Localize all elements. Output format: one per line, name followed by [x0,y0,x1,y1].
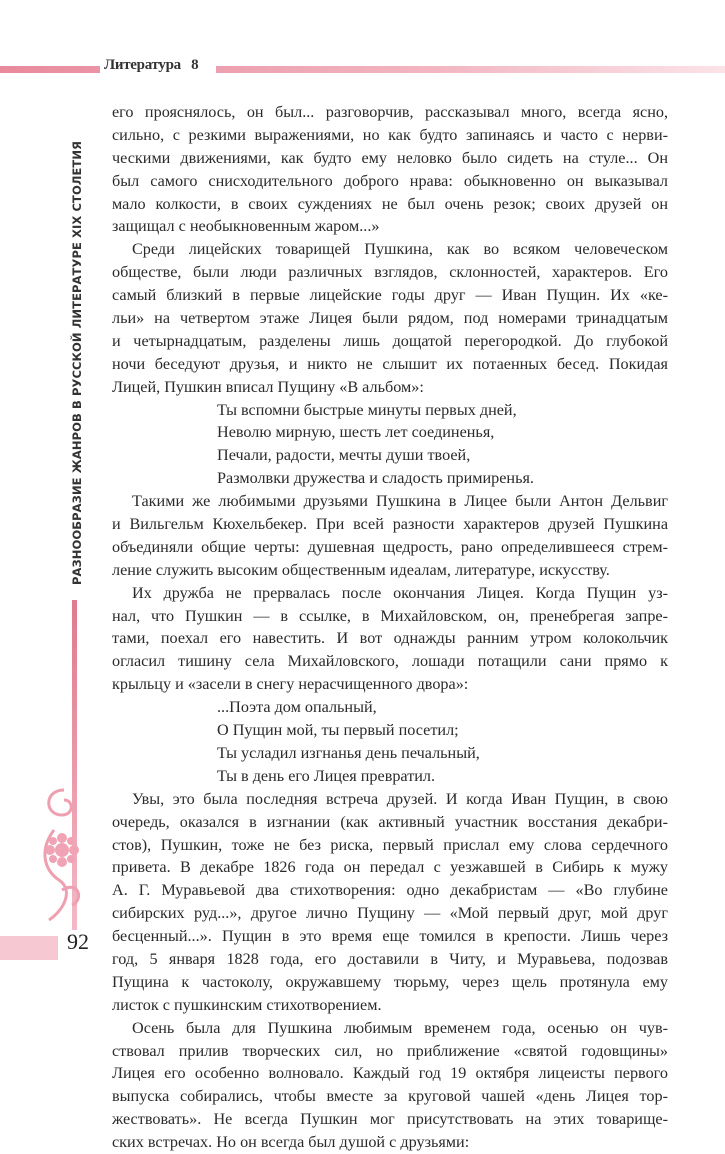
text-line: Среди лицейских товарищей Пушкина, как во всяком человеческом [132,240,668,259]
text-line: А. Г. Муравьевой два стихотворения: одно декабристам — «Во глубине [112,881,668,900]
text-line: его прояснялось, он был... разговорчив, рассказывал много, всегда ясно, [112,103,668,121]
text-line: Такими же любимыми друзьями Пушкина в Лицее были Антон Дельвиг [132,492,668,511]
running-header: Литература 8 [104,57,199,73]
verse-line: Ты в день его Лицея превратил. [217,766,436,785]
text-line: Лицей, Пушкин вписал Пущину «В альбом»: [112,377,424,396]
text-line: огласил тишину села Михайловского, лошади потащили сани прямо к [112,652,668,671]
text-line: мало колкости, в своих суждениях не был очень резок; своих друзей он [112,194,668,213]
text-line: льи» на четвертом этаже Лицея были рядом, под номерами тринадцатым [112,309,668,328]
text-line: защищал с необыкновенным жаром...» [112,217,380,236]
text-line: Лицея его особенно волновало. Каждый год 19 октября лицеисты первого [112,1064,668,1083]
floral-ornament-icon [34,770,90,930]
text-line: ческими движениями, как будто ему неловко было сидеть на стуле... Он [112,148,668,167]
text-line: привета. В декабре 1826 года он передал с уезжавшей в Сибирь к мужу [112,858,668,877]
text-line: ствовал прилив творческих сил, но приближение «святой годовщины» [112,1041,668,1060]
text-line: ских встречах. Но он всегда был душой с друзьями: [112,1133,470,1152]
text-line: обществе, были люди различных взглядов, склонностей, характеров. Его [112,263,668,282]
text-line: тами, поехал его навестить. И вот однажды ранним утром колокольчик [112,629,668,648]
text-line: нал, что Пушкин — в ссылке, в Михайловском, он, пренебрегая запре- [112,606,668,625]
text-line: листок с пушкинским стихотворением. [112,995,382,1014]
verse-line: Неволю мирную, шесть лет соединенья, [217,423,495,442]
verse-line: Печали, радости, мечты души твоей, [217,446,471,465]
body-text [112,101,668,1154]
text-line: жествовать». Не всегда Пушкин мог присутствовать на этих товарище- [112,1110,668,1129]
verse-line: Размолвки дружества и сладость примиренья. [217,469,534,488]
text-line: год, 5 января 1828 года, его доставили в Читу, и Муравьева, подозвав [112,949,668,968]
text-line: сибирских руд...», другое лично Пущину — «Мой первый друг, мой друг [112,904,668,923]
text-line: очередь, оказался в изгнании (как активный участник восстания декабри- [112,812,668,831]
text-line: и четырнадцатым, разделены лишь дощатой перегородкой. До глубокой [112,331,668,350]
text-line: объединяли общие черты: душевная щедрость, рано определившееся стрем- [112,537,668,556]
text-line: стов), Пушкин, тоже не без риска, первый прислал ему слова сердечного [112,835,668,854]
corner-band [0,936,58,960]
verse-line: ...Поэта дом опальный, [217,698,377,717]
verse-line: О Пущин мой, ты первый посетил; [217,721,459,740]
text-line: Осень была для Пушкина любимым временем года, осенью он чув- [132,1018,668,1037]
text-line: самый близкий в первые лицейские годы друг — Иван Пущин. Их «ке- [112,286,668,305]
text-line: Увы, это была последняя встреча друзей. И когда Иван Пущин, в свою [132,789,668,808]
page-number: 92 [67,929,89,954]
text-line: был самого снисходительного доброго нрава: обыкновенно он выказывал [112,171,668,190]
text-line: Их дружба не прервалась после окончания Лицея. Когда Пущин уз- [132,583,668,602]
text-line: крыльцу и «засели в снегу нерасчищенного двора»: [112,675,469,694]
text-line: выпуска собирались, чтобы вместе за круговой чашей «день Лицея тор- [112,1087,668,1106]
verse-line: Ты усладил изгнанья день печальный, [217,743,480,762]
text-line: ночи беседуют друзья, и никто не слышит их потаенных бесед. Покидая [112,354,668,373]
text-line: сильно, с резкими выражениями, но как будто запинаясь и часто с нерви- [112,125,668,144]
text-line: и Вильгельм Кюхельбекер. При всей разности характеров друзей Пушкина [112,515,668,534]
text-line: бесценный...». Пущин в это время еще томился в крепости. Лишь через [112,927,668,946]
text-line: ление служить высоким общественным идеалам, литературе, искусству. [112,560,610,579]
section-caption: РАЗНООБРАЗИЕ ЖАНРОВ В РУССКОЙ ЛИТЕРАТУРЕ XIX СТОЛЕТИЯ [70,140,84,585]
text-line: Пущина к частоколу, окружавшему тюрьму, через щель протянула ему [112,972,668,991]
verse-line: Ты вспомни быстрые минуты первых дней, [217,400,517,419]
